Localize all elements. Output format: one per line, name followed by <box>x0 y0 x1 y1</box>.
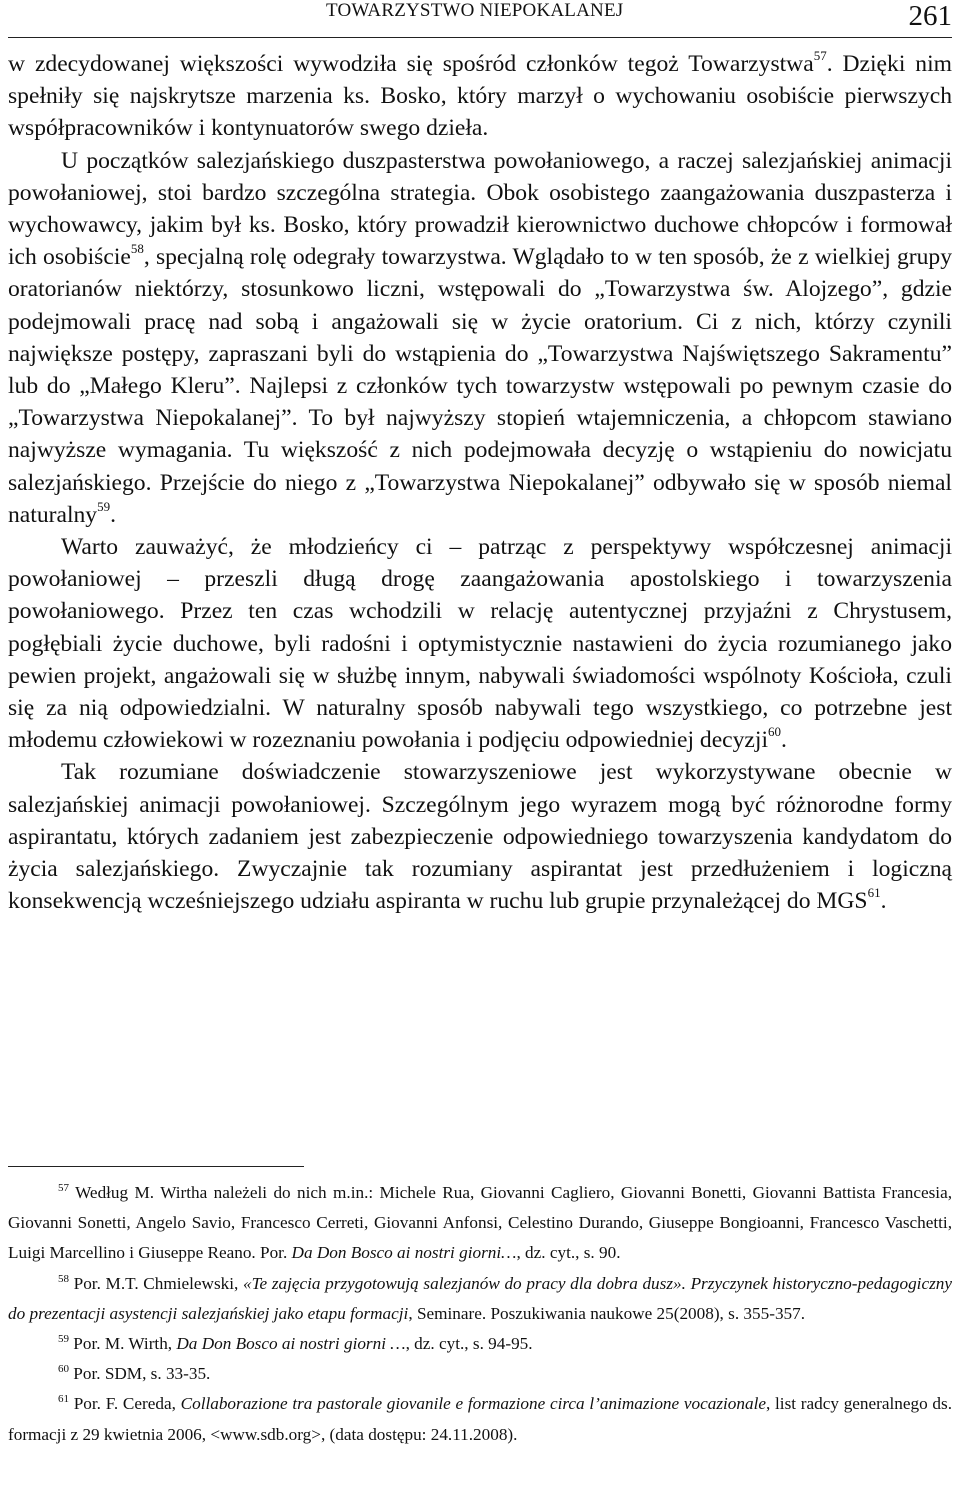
page-number: 261 <box>908 0 952 32</box>
footnote-59 <box>8 1329 952 1359</box>
page-header <box>8 0 952 38</box>
footnote-title: Da Don Bosco ai nostri giorni… <box>291 1243 517 1263</box>
paragraph <box>8 531 952 756</box>
footnote-60 <box>8 1359 952 1389</box>
running-title: TOWARZYSTWO NIEPOKALANEJ <box>326 0 624 21</box>
footnote-text: , Seminare. Poszukiwania naukowe 25(2008), s. 355-357. <box>408 1303 806 1323</box>
paragraph-text: Tak rozumiane doświadczenie stowarzyszeniowe jest wykorzystywane obecnie w salezjańskiej animacji powołaniowej. Szczególnym jego wyrazem mogą być różnorodne formy aspirantatu, których zadaniem jest zabezpieczenie odpowiedniego towarzyszenia kandydatom do życia salezjańskiego. Zwyczajnie tak rozumiany aspirantat jest przedłużeniem i logiczną konsekwencją wcześniejszego udziału aspiranta w ruchu lub grupie przynależącej do MGS <box>8 759 952 915</box>
footnote-ref: 57 <box>813 47 827 63</box>
footnote-ref: 58 <box>130 241 144 257</box>
paragraph <box>8 756 952 917</box>
footnote-58 <box>8 1269 952 1329</box>
footnote-text: , dz. cyt., s. 94-95. <box>405 1334 533 1354</box>
paragraph-text: . <box>781 727 787 754</box>
footnote-text: Por. SDM, s. 33-35. <box>69 1364 211 1384</box>
paragraph-text: . <box>110 501 117 528</box>
footnote-ref: 61 <box>867 885 881 901</box>
paragraph <box>8 145 952 531</box>
main-text <box>8 48 952 917</box>
paragraph-text: . <box>880 888 887 915</box>
footnote-text: Według M. Wirtha należeli do nich m.in.: Michele Rua, Giovanni Cagliero, Giovanni Bonetti, Giovanni Battista Francesia, Giovanni Sonetti, Angelo Savio, Francesco Cerreti, Giovanni Anfonsi, Celestino Durando, Giuseppe Bongioanni, Francesco Vaschetti, Luigi Marcellino i Giuseppe Reano. Por. <box>8 1183 952 1263</box>
footnote-number: 59 <box>58 1332 69 1345</box>
footnote-number: 61 <box>58 1393 69 1406</box>
footnote-57 <box>8 1178 952 1269</box>
footnote-text: , dz. cyt., s. 90. <box>516 1243 621 1263</box>
footnote-title: «Te zajęcia przygotowują salezjanów do pracy dla dobra dusz». Przyczynek historyczno-pedagogiczny do prezentacji asystencji salezjańskiej jako etapu formacji <box>8 1273 953 1323</box>
paragraph-text: , specjalną rolę odegrały towarzystwa. Wglądało to w ten sposób, że z wielkiej grupy oratorianów niektórzy, stosunkowo liczni, wstępowali do „Towarzystwa św. Alojzego”, gdzie podejmowali pracę nad sobą i angażowali się w życie oratorium. Ci z nich, którzy czynili największe postępy, zapraszani byli do wstąpienia do „Towarzystwa Najświętszego Sakramentu” lub do „Małego Kleru”. Najlepsi z członków tych towarzystw wstępowali po pewnym czasie do „Towarzystwa Niepokalanej”. To był najwyższy stopień wtajemniczenia, a chłopcom stawiano najwyższe wymagania. Tu większość z nich podejmowała decyzję o wstąpieniu do nowicjatu salezjańskiego. Przejście do niego z „Towarzystwa Niepokalanej” odbywało się w sposób niemal naturalny <box>8 244 953 528</box>
footnote-title: Da Don Bosco ai nostri giorni … <box>176 1334 406 1354</box>
footnote-text: Por. F. Cereda, <box>69 1394 181 1414</box>
paragraph <box>8 48 952 145</box>
footnote-text: , list radcy generalnego ds. formacji z 29 kwietnia 2006, <www.sdb.org>, (data dostępu: 24.11.2008). <box>8 1394 952 1444</box>
paragraph-text: w zdecydowanej większości wywodziła się spośród członków tegoż Towarzystwa <box>8 51 814 77</box>
footnote-61 <box>8 1389 952 1449</box>
footnote-ref: 60 <box>768 724 782 740</box>
footnotes <box>8 1178 952 1450</box>
paragraph-text: Warto zauważyć, że młodzieńcy ci – patrząc z perspektywy współczesnej animacji powołaniowej – przeszli długą drogę zaangażowania apostolskiego i towarzyszenia powołaniowego. Przez ten czas wchodzili w relację autentycznej przyjaźni z Chrystusem, pogłębiali życie duchowe, byli radośni i optymistycznie nastawieni do życia rozumianego jako pewien projekt, angażowali się w służbę innym, nabywali świadomości wspólnoty Kościoła, czuli się za nią odpowiedzialni. W naturalny sposób nabywali tego wszystkiego, co potrzebne jest młodemu człowiekowi w rozeznaniu powołania i podjęciu odpowiedniej decyzji <box>8 534 952 754</box>
paragraph-text: . Dzięki nim spełniły się najskrytsze marzenia ks. Bosko, który marzył o wychowaniu osobiście pierwszych współpracowników i kontynuatorów swego dzieła. <box>8 51 952 142</box>
footnote-number: 57 <box>58 1181 69 1194</box>
footnote-text: Por. M.T. Chmielewski, <box>69 1273 243 1293</box>
paragraph-text: U początków salezjańskiego duszpasterstwa powołaniowego, a raczej salezjańskiej animacji powołaniowej, stoi bardzo szczególna strategia. Obok osobistego zaangażowania duszpasterza i wychowawcy, jakim był ks. Bosko, który prowadził kierownictwo duchowe chłopców i formował ich osobiście <box>8 147 952 271</box>
footnote-text: Por. M. Wirth, <box>69 1334 177 1354</box>
footnote-title: Collaborazione tra pastorale giovanile e formazione circa l’animazione vocazionale <box>180 1394 766 1414</box>
footnote-ref: 59 <box>97 498 111 514</box>
footnote-number: 60 <box>58 1363 69 1376</box>
footnote-separator <box>8 1166 304 1167</box>
footnote-number: 58 <box>58 1272 69 1285</box>
